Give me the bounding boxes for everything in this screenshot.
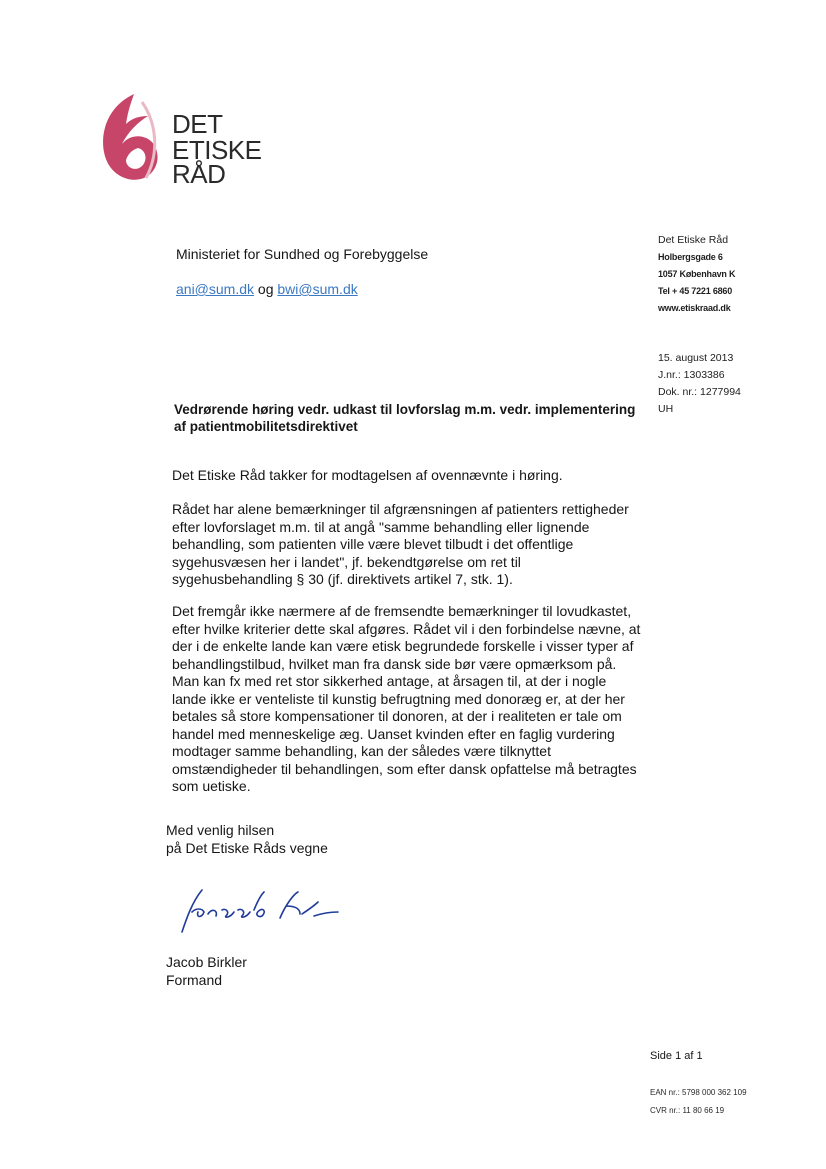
paragraph-2: Rådet har alene bemærkninger til afgrænsningen af patienters rettigheder efter lovforslaget m.m. til at angå "samme behandling eller lignende behandling, som patienten ville være blevet tilbudt i det offentlige sygehusvæsen her i landet", jf. bekendtgørelse om ret til sygehusbehandling § 30 (jf. direktivets artikel 7, stk. 1). [172, 501, 629, 587]
sender-city: 1057 København K [658, 269, 736, 279]
logo-mark [98, 92, 164, 184]
logo-text-line3: RÅD [172, 159, 226, 189]
sender-street: Holbergsgade 6 [658, 252, 723, 262]
recipient-emails [176, 281, 358, 297]
signatory-title: Formand [166, 972, 223, 988]
paragraph-1: Det Etiske Råd takker for modtagelsen af ovennævnte i høring. [172, 467, 563, 483]
paragraph-3: Det fremgår ikke nærmere af de fremsendte bemærkninger til lovudkastet, efter hvilke kriterier dette skal afgøres. Rådet vil i den forbindelse nævne, at der i de enkelte lande kan være etisk begrundede forskelle i visser typer af behandlingstilbud, hvilket man fra dansk side bør være opmærksom på. Man kan fx med ret stor sikkerhed antage, at årsagen til, at der i nogle lande ikke er venteliste til kunstig befrugtning med donoræg er, at der her betales så store kompensationer til donoren, at der i realiteten er tale om handel med menneskelige æg. Uanset kvinden efter en faglig vurdering modtager samme behandling, kan der således være tilknyttet omstændigheder til behandlingen, som efter dansk opfattelse må betragtes som uetiske. [172, 603, 641, 794]
closing-behalf: på Det Etiske Råds vegne [166, 840, 328, 856]
email-conjunction: og [257, 281, 274, 297]
sender-org: Det Etiske Råd [658, 234, 729, 246]
page-number: Side 1 af 1 [650, 1050, 703, 1062]
logo-text-line2: ETISKE [172, 135, 262, 165]
handwritten-signature [168, 880, 348, 940]
document-number: Dok. nr.: 1277994 [658, 386, 741, 398]
cvr-number: CVR nr.: 11 80 66 19 [650, 1106, 725, 1115]
initials: UH [658, 403, 674, 415]
closing-greeting: Med venlig hilsen [166, 822, 275, 838]
email-link-bwi[interactable]: bwi@sum.dk [277, 281, 358, 297]
sender-phone: Tel + 45 7221 6860 [658, 286, 733, 296]
journal-number: J.nr.: 1303386 [658, 369, 725, 381]
recipient-name: Ministeriet for Sundhed og Forebyggelse [176, 246, 429, 262]
sender-web: www.etiskraad.dk [658, 303, 731, 313]
letter-date: 15. august 2013 [658, 352, 734, 364]
logo-text-line1: DET [172, 109, 223, 139]
letter-subject: Vedrørende høring vedr. udkast til lovforslag m.m. vedr. implementering af patientmobilitetsdirektivet [174, 402, 636, 434]
signatory-name: Jacob Birkler [166, 954, 247, 970]
email-link-ani[interactable]: ani@sum.dk [176, 281, 255, 297]
sender-block [658, 232, 735, 317]
ean-number: EAN nr.: 5798 000 362 109 [650, 1088, 747, 1097]
meta-block [658, 350, 741, 418]
